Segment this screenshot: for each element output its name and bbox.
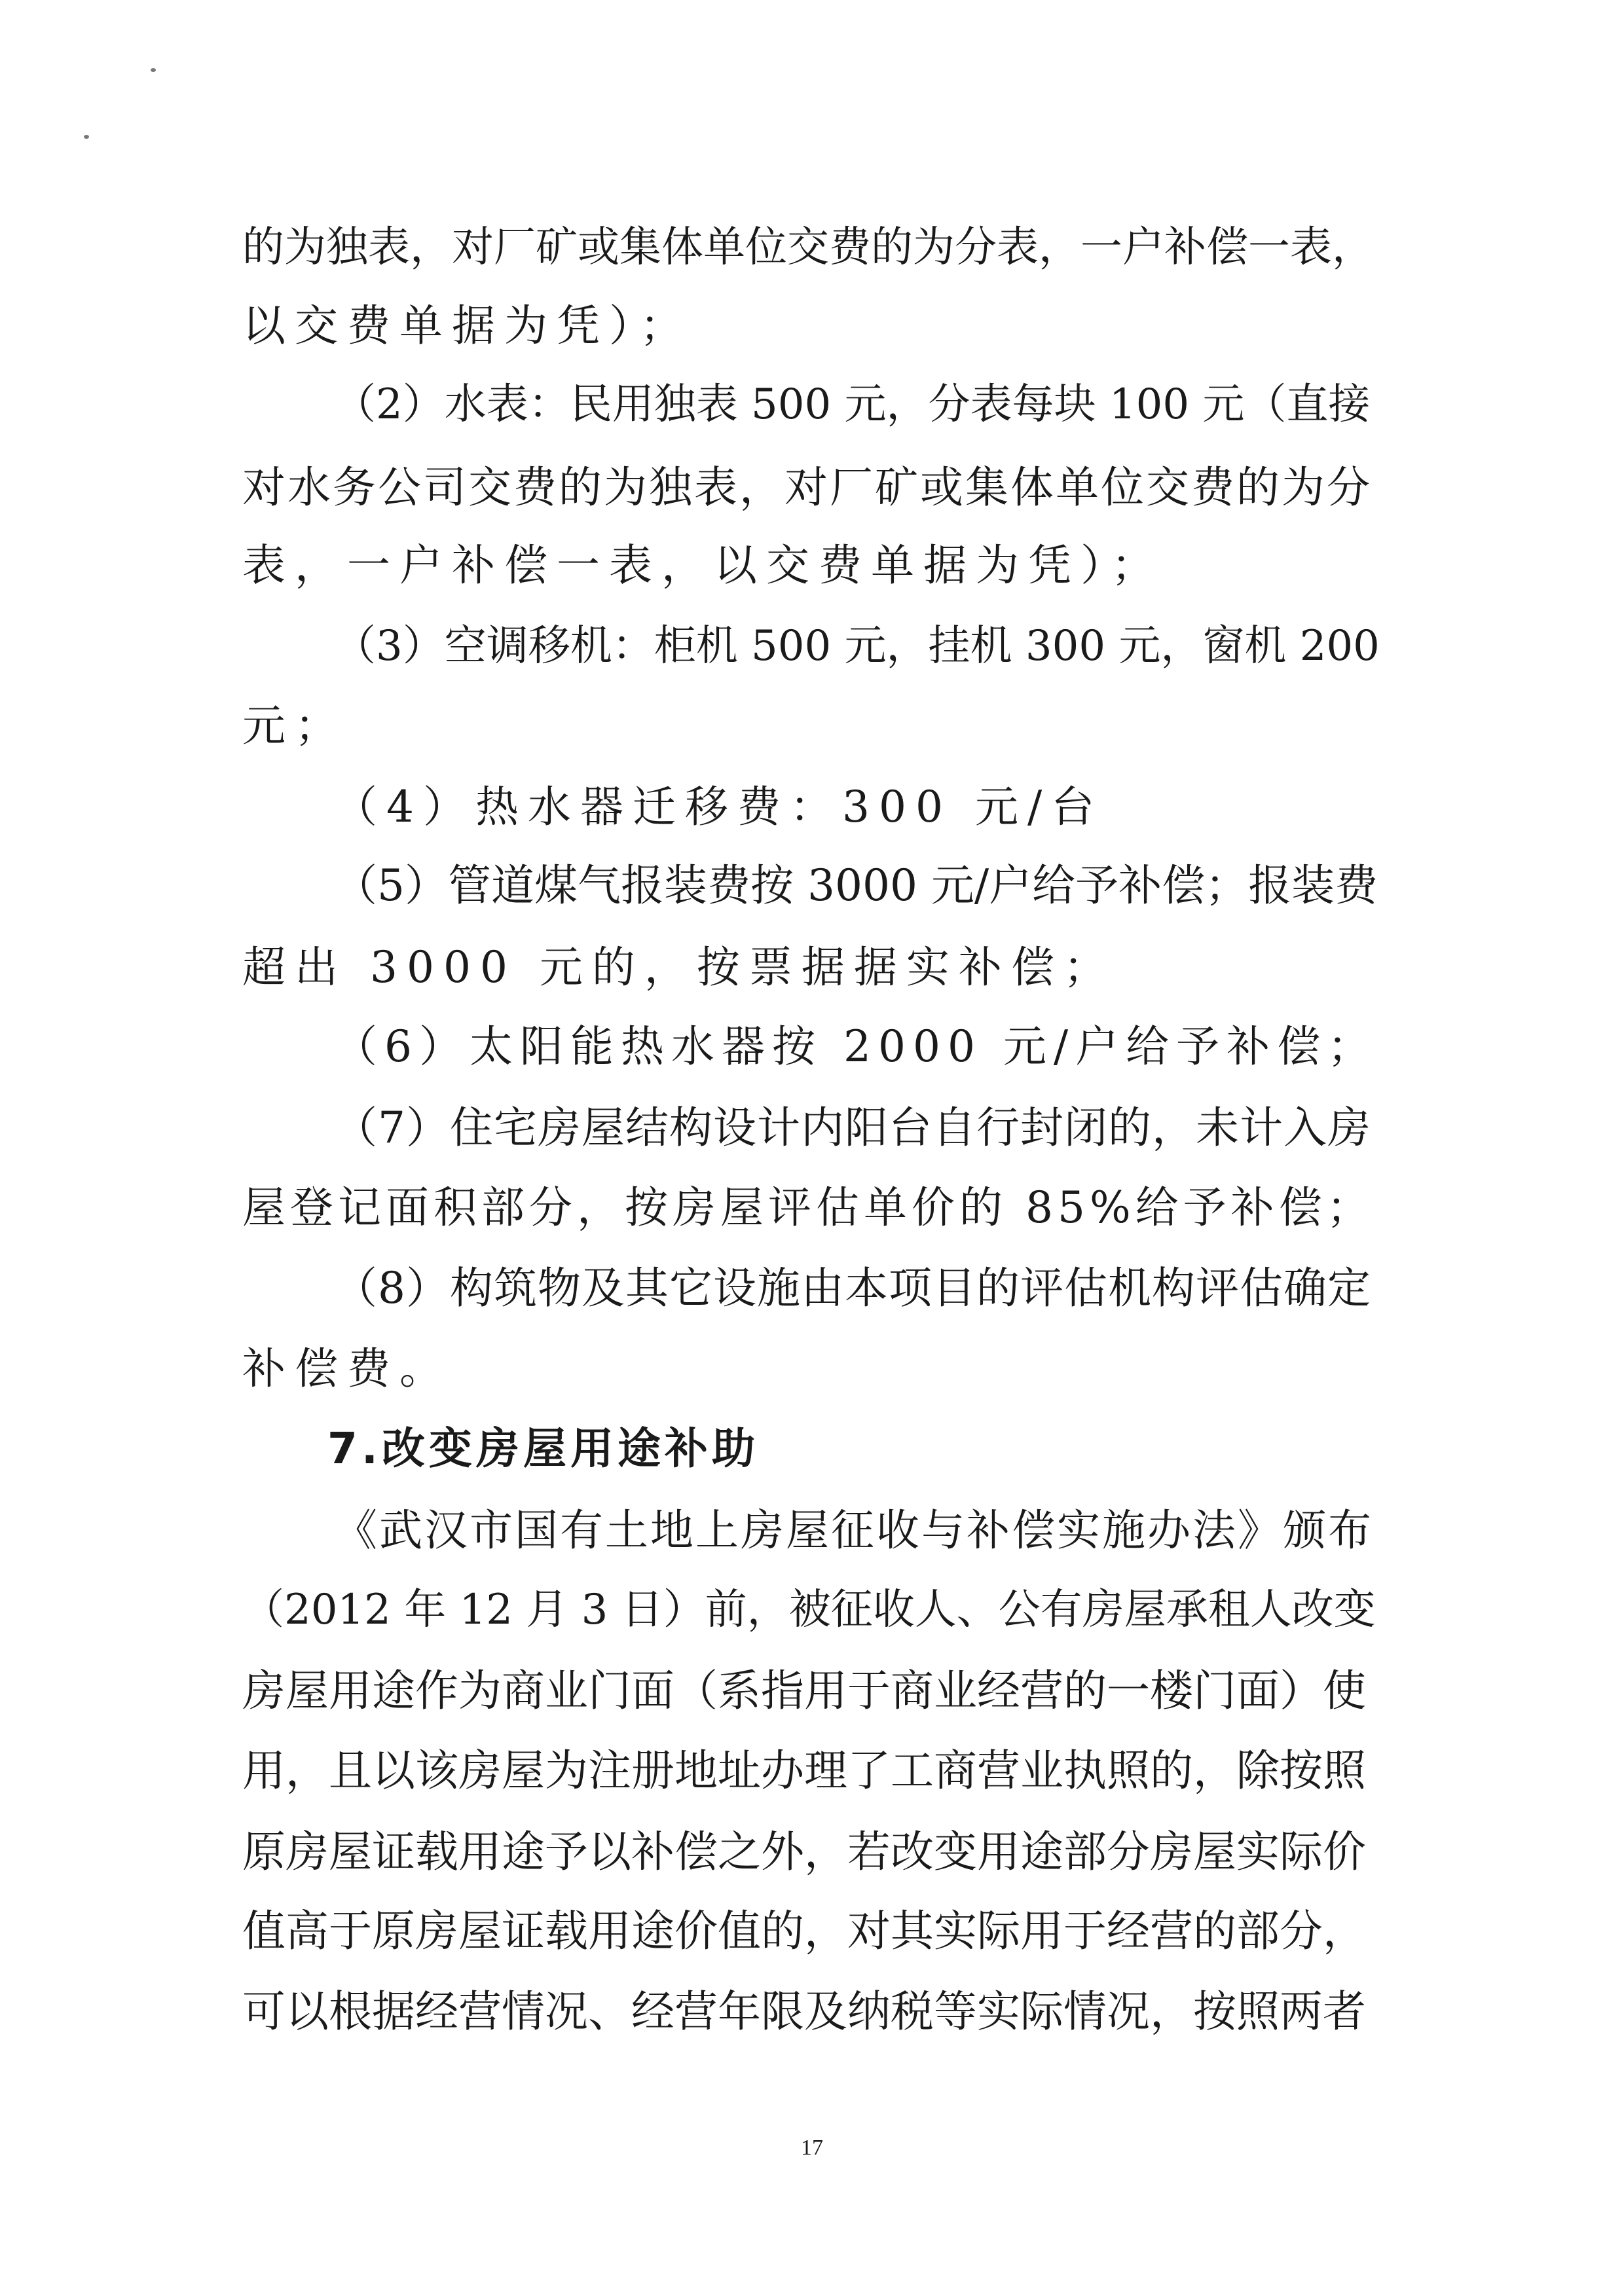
- body-line: 可以根据经营情况、经营年限及纳税等实际情况，按照两者: [242, 1986, 1366, 2037]
- body-line: 用，且以该房屋为注册地址办理了工商营业执照的，除按照: [242, 1745, 1366, 1796]
- body-line: 元；: [242, 701, 347, 751]
- body-line: 表，一户补偿一表，以交费单据为凭）；: [242, 540, 1164, 591]
- list-item-4-line: （4）热水器迁移费：300 元/台: [334, 782, 1104, 832]
- body-line: 值高于原房屋证载用途价值的，对其实际用于经营的部分，: [242, 1906, 1366, 1956]
- list-item-2-line: （2）水表：民用独表 500 元，分表每块 100 元（直接: [334, 380, 1371, 429]
- list-item-6-line: （6）太阳能热水器按 2000 元/户给予补偿；: [334, 1021, 1378, 1072]
- paragraph-first-line: 《武汉市国有土地上房屋征收与补偿实施办法》颁布: [334, 1505, 1373, 1556]
- body-line: 补偿费。: [242, 1343, 452, 1394]
- scan-speck: [151, 68, 156, 72]
- body-line: （2012 年 12 月 3 日）前，被征收人、公有房屋承租人改变: [242, 1586, 1376, 1634]
- body-line: 原房屋证载用途予以补偿之外，若改变用途部分房屋实际价: [242, 1827, 1366, 1877]
- list-item-3-line: （3）空调移机：柜机 500 元，挂机 300 元，窗机 200: [334, 622, 1380, 670]
- body-line: 对水务公司交费的为独表，对厂矿或集体单位交费的为分: [242, 462, 1372, 513]
- body-line: 房屋用途作为商业门面（系指用于商业经营的一楼门面）使: [242, 1666, 1366, 1716]
- body-line: 的为独表，对厂矿或集体单位交费的为分表，一户补偿一表，: [242, 223, 1374, 272]
- scan-speck: [84, 135, 89, 139]
- list-item-5-line: （5）管道煤气报装费按 3000 元/户给予补偿；报装费: [334, 860, 1378, 911]
- body-line: 超出 3000 元的，按票据据实补偿；: [242, 942, 1116, 993]
- list-item-7-line: （7）住宅房屋结构设计内阳台自行封闭的，未计入房: [334, 1102, 1371, 1153]
- body-line: 以交费单据为凭）；: [242, 301, 692, 351]
- section-heading: 7.改变房屋用途补助: [327, 1423, 759, 1474]
- body-line: 屋登记面积部分，按房屋评估单价的 85%给予补偿；: [242, 1182, 1375, 1233]
- list-item-8-line: （8）构筑物及其它设施由本项目的评估机构评估确定: [334, 1263, 1371, 1313]
- page-number: 17: [801, 2136, 823, 2160]
